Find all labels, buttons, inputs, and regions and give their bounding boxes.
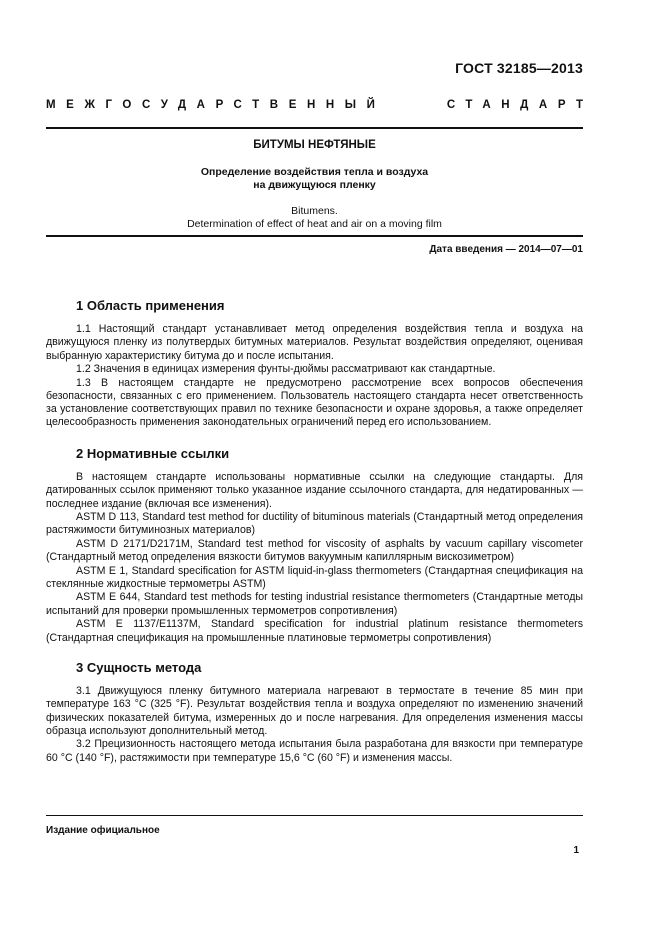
category-word-interstate: МЕЖГОСУДАРСТВЕННЫЙ [46,99,386,111]
title-rule [46,235,583,237]
paragraph: 1.3 В настоящем стандарте не предусмотрено рассмотрение всех вопросов обеспечения безопасности, связанных с его применением. Пользователь настоящего стандарта несет ответственность за установление соответствующих правил по технике безопасности и охране здоровья, а также определяет целесообразность применения законодательных ограничений перед его использованием. [46,376,583,429]
english-title-line: Determination of effect of heat and air on a moving film [187,218,442,230]
paragraph: В настоящем стандарте использованы нормативные ссылки на следующие стандарты. Для датированных ссылок применяют только указанное издание ссылочного стандарта, для недатированных — последнее издание (включая все изменения). [46,471,583,510]
reference-item: ASTM D 113, Standard test method for ductility of bituminous materials (Стандартный метод определения растяжимости битуминозных материалов) [46,511,583,537]
document-title: БИТУМЫ НЕФТЯНЫЕ [253,139,376,151]
document-subtitle [46,166,583,192]
subtitle-line: Определение воздействия тепла и воздуха [200,166,429,178]
paragraph: 3.1 Движущуюся пленку битумного материала нагревают в термостате в течение 85 мин при температуре 163 °C (325 °F). Результат воздействия тепла и воздуха определяют по изменению значений физических показателей битума, измеренных до и после нагревания. Для определения изменения массы образца используют дополнительный метод. [46,685,583,737]
section-heading: 1 Область применения [76,298,225,313]
footer-rule [46,815,583,816]
page-number: 1 [573,845,579,856]
english-title [46,205,583,231]
reference-item: ASTM D 2171/D2171M, Standard test method for viscosity of asphalts by vacuum capillary viscometer (Стандартный метод определения вязкости битумов вакуумным капиллярным вискозиметром) [46,537,583,564]
reference-item: ASTM E 644, Standard test methods for testing industrial resistance thermometers (Стандартные методы испытаний для проверки промышленных термометров сопротивления) [46,591,583,617]
section-normative-references [46,446,583,645]
paragraph: 3.2 Прецизионность настоящего метода испытания была разработана для вязкости при температуре 60 °C (140 °F), растяжимости при температуре 15,6 °C (60 °F) и изменения массы. [46,738,583,764]
category-word-standard: СТАНДАРТ [446,99,594,111]
section-scope [46,298,583,430]
standard-code: ГОСТ 32185—2013 [455,60,583,76]
section-heading: 2 Нормативные ссылки [76,446,230,461]
reference-item: ASTM E 1, Standard specification for ASTM liquid-in-glass thermometers (Стандартная спецификация на стеклянные жидкостные термометры ASTM) [46,564,583,590]
official-edition-label: Издание официальное [46,825,160,836]
reference-item: ASTM E 1137/E1137M, Standard specification for industrial platinum resistance thermometers (Стандартная спецификация на промышленные платиновые термометры сопротивления) [46,618,583,644]
section-heading: 3 Сущность метода [76,660,202,675]
header-rule [46,127,583,129]
paragraph: 1.1 Настоящий стандарт устанавливает метод определения воздействия тепла и воздуха на движущуюся пленку из полутвердых битумных материалов. Результат воздействия определяют, оценивая выбранную характеристику битума до и после испытания. [46,323,583,362]
introduction-date: Дата введения — 2014—07—01 [429,244,583,255]
subtitle-line: на движущуюся пленку [253,179,376,191]
english-title-line: Bitumens. [291,205,338,217]
standard-category [46,99,594,111]
section-method-essence [46,660,583,765]
paragraph: 1.2 Значения в единицах измерения фунты-дюймы рассматривают как стандартные. [76,363,496,376]
